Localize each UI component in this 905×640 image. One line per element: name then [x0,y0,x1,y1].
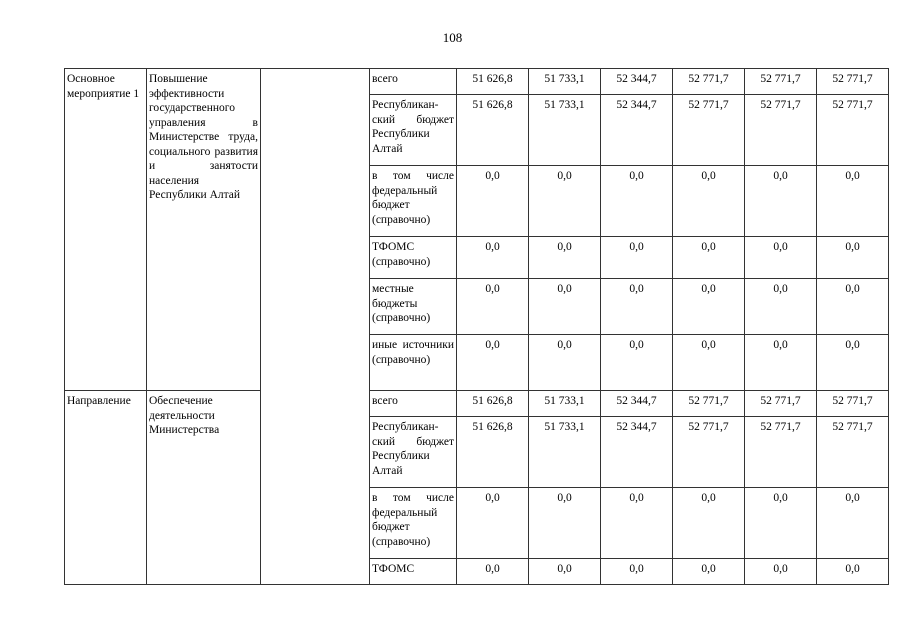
value-cell: 52 344,7 [601,69,673,95]
value-cell: 0,0 [817,166,889,237]
value-cell: 51 626,8 [457,95,529,166]
value-cell: 52 771,7 [745,69,817,95]
funding-source-label: ТФОМС [372,563,415,575]
value-cell: 51 626,8 [457,417,529,488]
funding-source-cell [370,69,457,95]
value-cell: 52 771,7 [745,391,817,417]
value-cell: 0,0 [457,279,529,335]
value-cell: 0,0 [745,559,817,585]
value-cell: 0,0 [457,559,529,585]
funding-source-label: Республикан-ский бюджет Республики Алтай [372,99,454,155]
value-cell: 51 733,1 [529,69,601,95]
value-cell: 0,0 [745,237,817,279]
value-cell: 0,0 [601,166,673,237]
funding-source-cell [370,237,457,279]
value-cell: 0,0 [745,488,817,559]
page-number: 108 [442,30,463,45]
value-cell: 51 733,1 [529,417,601,488]
value-cell: 0,0 [745,279,817,335]
value-cell: 51 733,1 [529,391,601,417]
value-cell: 52 771,7 [817,391,889,417]
funding-source-cell [370,559,457,585]
table-row [65,69,889,95]
value-cell: 52 771,7 [673,69,745,95]
activity-name-cell: Обеспечение деятельности Министерства [147,391,261,585]
value-cell: 0,0 [673,488,745,559]
value-cell: 0,0 [673,237,745,279]
funding-source-label: в том числе федеральный бюджет (справочно) [372,170,454,226]
value-cell: 0,0 [529,237,601,279]
value-cell: 52 771,7 [817,95,889,166]
value-cell: 52 771,7 [817,417,889,488]
value-cell: 0,0 [673,166,745,237]
value-cell: 0,0 [457,237,529,279]
value-cell: 52 771,7 [745,95,817,166]
value-cell: 51 733,1 [529,95,601,166]
value-cell: 51 626,8 [457,391,529,417]
activity-type-cell: Направление [65,391,147,585]
value-cell: 0,0 [817,559,889,585]
funding-source-label: ТФОМС (справочно) [372,241,431,268]
value-cell: 0,0 [745,166,817,237]
value-cell: 52 344,7 [601,95,673,166]
funding-source-cell [370,335,457,391]
value-cell: 52 771,7 [745,417,817,488]
value-cell: 0,0 [817,237,889,279]
value-cell: 0,0 [601,279,673,335]
funding-source-cell [370,417,457,488]
value-cell: 52 344,7 [601,417,673,488]
value-cell: 0,0 [529,559,601,585]
funding-source-label: местные бюджеты (справочно) [372,283,431,324]
value-cell: 0,0 [529,279,601,335]
value-cell: 0,0 [457,166,529,237]
value-cell: 0,0 [745,335,817,391]
funding-source-label: всего [372,73,398,85]
value-cell: 52 771,7 [673,391,745,417]
funding-source-label: в том числе федеральный бюджет (справочно) [372,492,454,548]
value-cell: 0,0 [817,488,889,559]
value-cell: 0,0 [817,279,889,335]
activity-name-cell: Повышение эффективности государственного управления в Министерстве труда, социального развития и занятости населения Республики Алтай [147,69,261,391]
value-cell: 0,0 [457,488,529,559]
value-cell: 0,0 [457,335,529,391]
executor-cell [261,69,370,585]
funding-source-cell [370,279,457,335]
funding-source-label: Республикан-ский бюджет Республики Алтай [372,421,454,477]
value-cell: 52 771,7 [673,95,745,166]
funding-source-cell [370,166,457,237]
funding-source-label: всего [372,395,398,407]
funding-source-cell [370,95,457,166]
funding-source-cell [370,488,457,559]
value-cell: 0,0 [601,559,673,585]
value-cell: 52 771,7 [673,417,745,488]
value-cell: 0,0 [673,559,745,585]
value-cell: 0,0 [529,166,601,237]
value-cell: 52 771,7 [817,69,889,95]
funding-source-cell [370,391,457,417]
value-cell: 0,0 [529,488,601,559]
value-cell: 0,0 [601,488,673,559]
value-cell: 52 344,7 [601,391,673,417]
value-cell: 0,0 [673,335,745,391]
funding-source-label: иные источники (справочно) [372,339,454,366]
value-cell: 0,0 [817,335,889,391]
value-cell: 51 626,8 [457,69,529,95]
value-cell: 0,0 [601,237,673,279]
value-cell: 0,0 [673,279,745,335]
value-cell: 0,0 [529,335,601,391]
table-row [65,391,889,417]
activity-type-cell: Основное мероприятие 1 [65,69,147,391]
budget-table [64,68,889,585]
value-cell: 0,0 [601,335,673,391]
